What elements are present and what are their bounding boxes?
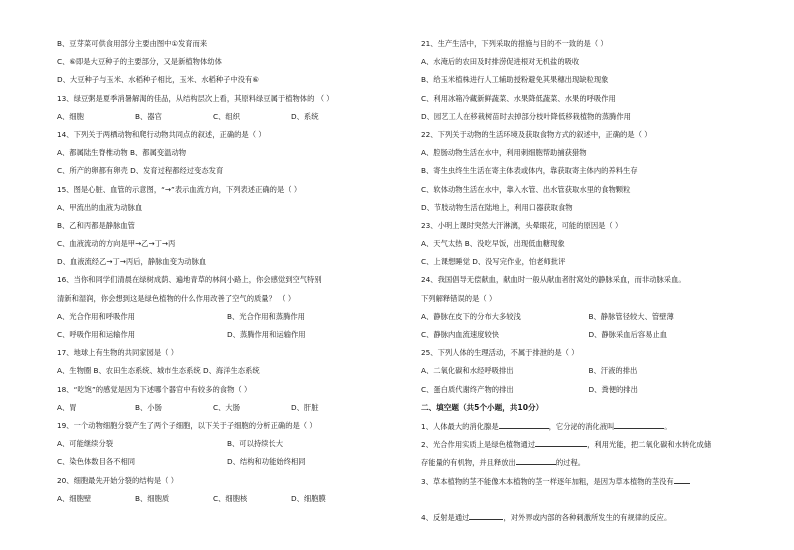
question-line: A、生物圈 B、农田生态系统、城市生态系统 D、海洋生态系统 (57, 366, 260, 376)
fill-text: 4、反射是通过 (421, 512, 470, 522)
question-line: B、给玉米植株进行人工辅助授粉避免其果穗出现缺粒现象 (421, 75, 609, 85)
question-line: 22、下列关于动物的生活环境及获取食物方式的叙述中，正确的是（ ） (421, 129, 652, 139)
answer-option: B、汗液的排出 (588, 366, 638, 376)
question-line: D、大豆种子与玉米、水稻种子相比，玉米、水稻种子中没有⑥ (57, 75, 259, 85)
answer-option: B、细胞质 (135, 493, 170, 503)
answer-option: A、胃 (57, 402, 77, 412)
option-row (57, 493, 397, 505)
question-line: B、乙和丙都是静脉血管 (57, 220, 135, 230)
answer-option: D、系统 (291, 111, 319, 121)
option-row (421, 329, 756, 341)
fill-text: 存能量的有机物，并且释放出 (421, 458, 516, 468)
question-line: A、腔肠动物生活在水中，利用刺细胞帮助捕获猎物 (421, 148, 587, 158)
answer-option: C、组织 (213, 111, 240, 121)
question-line: 25、下列人体的生理活动，不属于排泄的是（ ） (421, 348, 579, 358)
question-line: A、水淹后的农田及时排涝促进根对无机盐的吸收 (421, 57, 580, 67)
fill-blank-question (421, 420, 756, 432)
question-line: 20、细胞最先开始分裂的结构是（ ） (57, 475, 179, 485)
answer-option: A、光合作用和呼吸作用 (57, 311, 135, 321)
fill-text: 2、光合作用实质上是绿色植物通过 (421, 440, 536, 450)
option-row (57, 456, 397, 468)
right-column (421, 38, 756, 529)
answer-option: A、静脉在皮下的分布大多较浅 (421, 311, 521, 321)
fill-blank-question (421, 475, 756, 487)
question-line: C、血液流动的方向是甲→乙→丁→丙 (57, 239, 176, 249)
answer-option: B、静脉管径较大、管壁薄 (588, 311, 674, 321)
fill-text: ，它分泌的消化液叫 (548, 421, 615, 431)
answer-blank[interactable] (614, 420, 664, 429)
fill-text: ，对外界或内部的各种刺激所发生的有规律的反应。 (503, 512, 672, 522)
question-line: 24、我国倡导无偿献血，献血时一般从献血者肘窝处的静脉采血，而非动脉采血。 (421, 275, 686, 285)
question-line: 15、图是心脏、血管的示意图，“→”表示血流方向，下列表述正确的是（ ） (57, 184, 302, 194)
option-row (57, 402, 397, 414)
question-line: C、所产的卵都有卵壳 D、发育过程都经过变态发育 (57, 166, 224, 176)
question-line: D、节肢动物生活在陆地上，利用口器获取食物 (421, 202, 573, 212)
option-row (57, 438, 397, 450)
answer-option: D、粪便的排出 (588, 384, 638, 394)
fill-text: 1、人体最大的消化腺是 (421, 421, 499, 431)
question-line: 14、下列关于两栖动物和爬行动物共同点的叙述，正确的是（ ） (57, 129, 266, 139)
question-line: D、血液流经乙→丁→丙后，静脉血变为动脉血 (57, 257, 207, 267)
question-line: A、天气太热 B、没吃早饭，出现低血糖现象 (421, 239, 565, 249)
answer-option: C、呼吸作用和运输作用 (57, 330, 136, 339)
answer-blank[interactable] (516, 456, 556, 465)
answer-option: D、蒸腾作用和运输作用 (227, 330, 306, 339)
answer-option: C、细胞核 (213, 493, 248, 503)
option-row (57, 311, 397, 323)
answer-option: D、肝脏 (291, 402, 319, 412)
question-line: A、甲流出的血液为动脉血 (57, 202, 143, 212)
question-line: 19、一个动物细胞分裂产生了两个子细胞，以下关于子细胞的分析正确的是（ ） (57, 420, 317, 430)
answer-option: D、结构和功能始终相同 (227, 457, 306, 467)
option-row (57, 329, 397, 341)
option-row (57, 111, 397, 123)
answer-option: A、细胞壁 (57, 493, 92, 503)
answer-option: A、细胞 (57, 111, 84, 121)
question-line: C、⑥即是大豆种子的主要部分，又是新植物体幼体 (57, 57, 222, 67)
question-line: 13、绿豆粥是夏季消暑解渴的佳品，从结构层次上看，其原料绿豆属于植物体的 （ ） (57, 93, 334, 103)
question-line: 18、“吃饱”的感觉是因为下述哪个器官中有较多的食物（ ） (57, 384, 252, 394)
option-row (421, 384, 756, 396)
answer-option: A、可能继续分裂 (57, 439, 114, 449)
answer-option: C、静脉内血流速度较快 (421, 330, 500, 339)
option-row (421, 365, 756, 377)
answer-option: C、染色体数目各不相同 (57, 457, 136, 467)
answer-option: D、静脉采血后容易止血 (588, 330, 668, 339)
answer-option: C、蛋白质代谢终产物的排出 (421, 384, 514, 394)
question-line: B、豆芽菜可供食用部分主要由图中①发育而来 (57, 39, 208, 48)
left-column (57, 38, 397, 511)
fill-text: ，利用光能，把二氧化碳和水转化成储 (587, 440, 712, 450)
question-line: C、利用冰箱冷藏新鲜蔬菜、水果降低蔬菜、水果的呼吸作用 (421, 93, 616, 103)
question-line: 21、生产生活中，下列采取的措施与目的不一致的是（ ） (421, 39, 608, 48)
fill-blank-question (421, 438, 756, 450)
question-line: 17、地球上有生物的共同家园是（ ） (57, 348, 179, 358)
answer-blank[interactable] (499, 420, 549, 429)
question-line: 清新和湿润，你会想到这是绿色植物的什么作用改善了空气的质量？ （ ） (57, 293, 296, 303)
fill-text: 。 (664, 421, 672, 431)
question-line: A、都属陆生脊椎动物 B、都属变温动物 (57, 148, 187, 158)
fill-text: 3、草本植物的茎不能像木本植物的茎一样逐年加粗，是因为草本植物的茎没有 (421, 476, 674, 486)
question-line: 23、小明上课时突然大汗淋漓，头晕眼花，可能的原因是（ ） (421, 220, 623, 230)
question-line: C、软体动物生活在水中，靠入水管、出水管获取水里的食物颗粒 (421, 184, 631, 194)
question-line: 16、当你和同学们清晨在绿树成荫、遍地青草的林间小路上，你会感觉到空气特别 (57, 275, 322, 285)
answer-option: A、二氧化碳和水经呼吸排出 (421, 366, 514, 376)
question-line: 下列解释错误的是（ ） (421, 293, 497, 303)
answer-blank[interactable] (535, 438, 587, 447)
option-row (421, 311, 756, 323)
answer-option: B、光合作用和蒸腾作用 (227, 311, 305, 321)
section-heading: 二、填空题（共5个小题，共10分） (421, 402, 544, 412)
question-line (421, 493, 756, 505)
question-line: B、寄生虫终生生活在寄主体表或体内，靠获取寄主体内的养料生存 (421, 166, 638, 176)
fill-text: 的过程。 (555, 458, 586, 468)
question-line: C、上课想睡觉 D、没写完作业，怕老师批评 (421, 257, 566, 267)
answer-option: B、可以持续长大 (227, 439, 284, 449)
answer-option: C、大肠 (213, 402, 240, 412)
fill-blank-question (421, 456, 756, 468)
answer-option: B、小肠 (135, 402, 162, 412)
question-line: D、园艺工人在移栽树苗时去掉部分枝叶降低移栽植物的蒸腾作用 (421, 111, 631, 121)
fill-blank-question (421, 511, 756, 523)
answer-blank[interactable] (674, 475, 690, 484)
answer-option: B、器官 (135, 111, 162, 121)
answer-option: D、细胞膜 (291, 493, 326, 503)
answer-blank[interactable] (469, 511, 503, 520)
